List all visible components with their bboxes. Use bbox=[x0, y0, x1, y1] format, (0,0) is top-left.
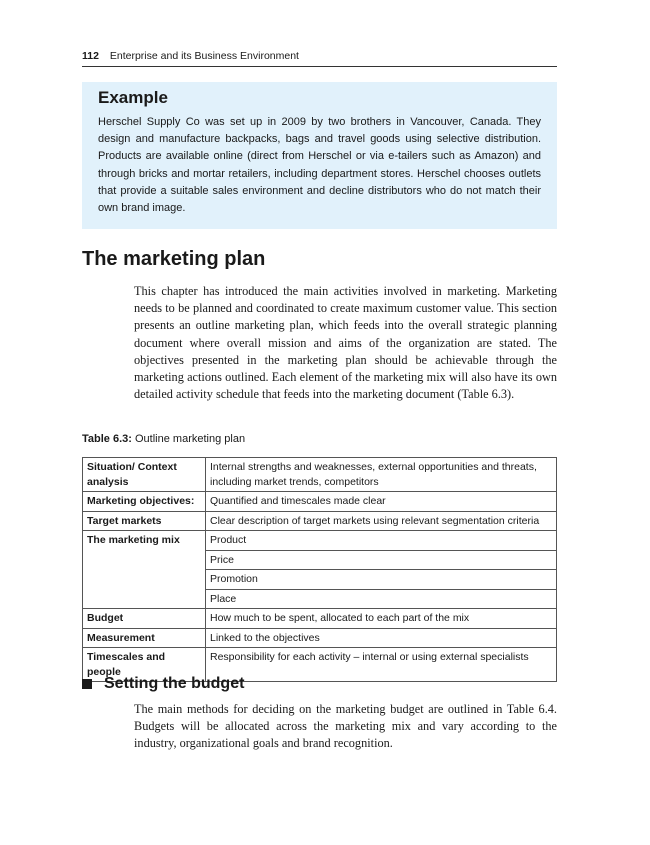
subsection-heading bbox=[82, 675, 244, 693]
table-row bbox=[83, 609, 557, 629]
running-header bbox=[82, 50, 557, 67]
row-value: Quantified and timescales made clear bbox=[206, 492, 557, 512]
body-paragraph: This chapter has introduced the main activities involved in marketing. Marketing needs to be planned and coordinated to create maximum customer value. This section presents an outline marketing plan, which feeds into the overall strategic planning document where overall mission and aims of the organization are stated. The objectives presented in the marketing plan should be achievable through the marketing actions outlined. Each element of the marketing mix will also have its own detailed activity schedule that feeds into the marketing document (Table 6.3). bbox=[134, 284, 557, 402]
table-row bbox=[83, 492, 557, 512]
row-label: Target markets bbox=[83, 511, 206, 531]
row-label: Measurement bbox=[83, 628, 206, 648]
row-value: Linked to the objectives bbox=[206, 628, 557, 648]
row-label: Marketing objectives: bbox=[83, 492, 206, 512]
table-row bbox=[83, 628, 557, 648]
running-title: Enterprise and its Business Environment bbox=[109, 50, 299, 62]
square-bullet-icon bbox=[82, 679, 92, 689]
example-box bbox=[82, 82, 557, 229]
subsection-title: Setting the budget bbox=[104, 675, 245, 692]
table-row bbox=[83, 458, 557, 492]
row-value: Price bbox=[206, 550, 557, 570]
row-value: Internal strengths and weaknesses, external opportunities and threats, including market trends, competitors bbox=[206, 458, 557, 492]
row-value: Place bbox=[206, 589, 557, 609]
row-label: Situation/ Context analysis bbox=[83, 458, 206, 492]
row-value: Promotion bbox=[206, 570, 557, 590]
marketing-plan-table bbox=[82, 457, 557, 682]
row-value: Responsibility for each activity – internal or using external specialists bbox=[206, 648, 557, 682]
example-text: Herschel Supply Co was set up in 2009 by two brothers in Vancouver, Canada. They design and manufacture backpacks, bags and travel goods using selective distribution. Products are available online (direct from Herschel or via e-tailers such as Amazon) and through bricks and mortar retailers, including department stores. Herschel chooses outlets that provide a suitable sales environment and decline distributors who do not match their own brand image. bbox=[98, 116, 541, 215]
row-label: Budget bbox=[83, 609, 206, 629]
table-caption-label: Table 6.3: bbox=[82, 433, 132, 445]
row-value: Clear description of target markets using relevant segmentation criteria bbox=[206, 511, 557, 531]
example-title: Example bbox=[98, 88, 168, 107]
page-number: 112 bbox=[82, 50, 99, 62]
row-label: The marketing mix bbox=[83, 531, 206, 609]
row-value: How much to be spent, allocated to each part of the mix bbox=[206, 609, 557, 629]
table-row bbox=[83, 511, 557, 531]
section-title: The marketing plan bbox=[82, 248, 266, 270]
row-label: Timescales and people bbox=[83, 648, 206, 682]
table-row bbox=[83, 531, 557, 551]
table-caption-text: Outline marketing plan bbox=[135, 433, 246, 445]
row-value: Product bbox=[206, 531, 557, 551]
table-caption bbox=[82, 433, 245, 445]
body-paragraph: The main methods for deciding on the marketing budget are outlined in Table 6.4. Budgets will be allocated across the marketing mix and vary according to the industry, organizational goals and brand recognition. bbox=[134, 702, 557, 751]
